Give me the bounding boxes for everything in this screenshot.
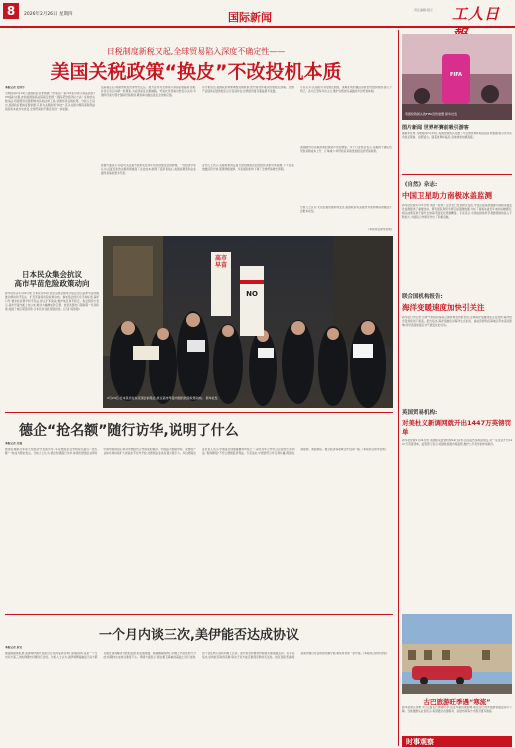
column-title: 《自然》杂志:: [402, 182, 438, 188]
item-1-title: 中国卫星助力南极冰盖监测: [402, 191, 492, 200]
section-title: 国际新闻: [228, 11, 272, 24]
item-3-body: 新华社伦敦2月24日电 英国相关监管机构24日宣布,因违反贸易相关规定,对一家企业开出1447万英镑罚单。监管部门表示,将继续加强市场监管,维护公平竞争的市场秩序。: [402, 439, 512, 446]
germany-body: 德国总理默茨率领大型经济代表团访华,多家德国企业争相报名随行,“抢名额”一时成为舆论热点。分析人士认为,德企积极随行访华,体现出德国企业界对中国市场的信心和对中德经贸合作前景的看好。中国超大规模市场、完整的产业体系和持续扩大的高水平对外开放,对德国企业具有强大吸引力。多位德国企业负责人表示,中国是全球最重要的市场之一,深化对华合作符合企业的长远利益,“脱钩断链”不符合德国经济利益。专家指出,中德经贸合作互利共赢,两国在新能源、智能制造、数字经济等领域合作空间广阔。(本报综合新华社电): [5, 447, 386, 455]
brief-1-title: 图片新闻 世界杯赛前吸引游客: [402, 125, 469, 131]
us-iran-body: 据美国媒体报道,美国和伊朗代表团近日在阿曼再次举行间接谈判,这是一个月内双方第三次就伊朗核问题进行会谈。分析人士认为,美伊频繁接触显示双方都有通过谈判解决分歧的意愿,但在铀浓缩、制裁解除等核心问题上仍存在较大分歧,短期内达成协议难度不小。伊朗方面表示,愿在相互尊重的基础上进行谈判,但不会在核心权利问题上让步。美方则坚持要求伊朗放弃铀浓缩活动。有专家指出,谈判能否取得突破,取决于双方能否展现足够的灵活性。地区国家普遍希望美伊通过对话协商化解分歧,避免局势进一步升级。(本报综合新华社电): [5, 651, 387, 659]
page-number: 8: [3, 3, 19, 19]
item-2-body: 新华社日内瓦电 世界气象组织等联合国机构发布报告说,全球海洋变暖速度正在加快,海洋热含量持续创下新高。报告指出,海洋变暖将对海洋生态系统、渔业资源和沿海地区带来深远影响,呼吁各国加强应对气候变化的行动。: [402, 316, 512, 327]
lead-column-1: [5, 86, 95, 242]
footer-bar: [402, 736, 512, 747]
us-iran-story: [5, 646, 393, 744]
protest-sign-1: 高市早苗: [215, 255, 228, 269]
havana-photo-image: [402, 614, 512, 694]
divider: [402, 174, 512, 175]
japan-body: 新华社东京2月24日电 日本民众24日在东京国会前举行集会,抗议高市早苗内阁推动修改和平宪法、扩充军备等危险政策动向。参加集会的民众手持标语,高呼口号,要求政府遵守和平宪法,停止扩军备战,维护地区和平稳定。集会组织方表示,高市早苗内阁上台以来,推动大幅增加防卫费、放宽武器出口限制等一系列政策,加剧了地区紧张局势,日本民众对此深感担忧。(记者 杨智翔): [5, 292, 99, 311]
protest-photo-image: [103, 236, 393, 408]
science-brief: [402, 180, 512, 290]
havana-body: 新华社哈瓦那电 2月正值古巴旅游旺季,但受多重因素影响,前往古巴的外国游客数量有所下降。当地旅游从业者表示,希望通过改善服务、拓展市场等方式吸引更多游客。: [402, 706, 512, 713]
photo-caption: 2月24日,日本民众在东京国会前集会,抗议高市早苗内阁的危险政策动向。 新华社发: [107, 396, 218, 400]
item-2-title: 联合国机构报告:: [402, 294, 443, 300]
lead-body-8: 分析人士认为,无论征税依据如何变化,美国政府将关税作为谈判筹码的做法不会根本改变。: [300, 206, 392, 213]
germany-title: 德企“抢名额”随行访华,说明了什么: [19, 423, 239, 439]
fifa-photo: [402, 34, 512, 120]
lead-body-5: 业内人士表示,关税政策的反复无常给跨国企业的经营决策带来困难,不少企业放缓投资计划,观望情绪浓厚。多家国际机构下调了全球贸易增长预期。: [202, 164, 294, 171]
divider: [5, 412, 393, 413]
uk-brief: [402, 408, 512, 535]
masthead-logo: 工人日: [452, 5, 501, 23]
lead-body-3: 欧盟方面表示,将密切关注美方政策变化并评估对欧盟企业的影响。一些经济学家认为,反复变化的关税政策推高了企业成本,削弱了投资者信心,美国消费者和企业最终将承担更多代价。: [101, 164, 196, 175]
lead-headline: 美国关税政策“换皮”不改投机本质: [50, 61, 342, 83]
column-divider: [398, 30, 399, 746]
divider: [5, 614, 393, 615]
item-2-subtitle: 海洋变暖速度加快引关注: [402, 303, 485, 312]
lead-column-3: [202, 86, 294, 240]
lead-source: (本报综合新华社电): [368, 228, 392, 231]
lead-body-2: 法院裁定后,特朗普政府迅速作出反应。美方宣布对全球进口商品征收临时关税,并表示将启动新一轮调查,为后续加征关税铺路。贸易伙伴普遍对此表示关切,多国呼吁美方遵守国际贸易规则,避免单边做法扰乱全球供应链。: [101, 86, 196, 97]
fifa-label: FIFA: [450, 72, 462, 78]
germany-story: [5, 442, 393, 610]
lead-kicker: 日税制度新税又起,全球贸易陷入深度不确定性——: [106, 47, 286, 56]
us-iran-byline: 本报记者 黄莹: [5, 646, 23, 649]
issue-date: 2026年2月26日 星期四: [24, 12, 73, 17]
protest-photo: [103, 236, 393, 408]
protest-sign-2: NO: [246, 290, 258, 298]
lead-column-4: [300, 86, 392, 232]
havana-title: 古巴旅游旺季遇“寒流”: [423, 698, 491, 706]
masthead-subtitle: 责任编辑:程元: [414, 8, 434, 12]
us-iran-title: 一个月内谈三次,美伊能否达成协议: [99, 628, 299, 643]
lead-body-4: 有分析指出,美国政府频繁调整关税政策,使贸易伙伴难以形成稳定预期。全球产业链供应链的稳定运行受到冲击,世界经济复苏面临更多变数。: [202, 86, 294, 93]
un-brief: [402, 292, 512, 406]
lead-body-6: 专家认为,以关税为手段施压他国、谋取私利的做法违背世贸组织规则,损人不利己。各方应坚持多边主义,维护以规则为基础的多边贸易体制。: [300, 86, 392, 93]
brief-1-body: 据新华社电 当地时间2月25日,英国伦敦街头设置了与足球世界杯相关的宣传装置,吸引众多民众驻足观看、拍照留念。随着世界杯临近,各地球迷热情高涨。: [402, 132, 512, 139]
lead-body-7: 美国国内对关税政策的质疑声也在增加。多个行业协会表示,关税的不确定性导致采购成本上升、订单减少,呼吁政府采取更加稳定的贸易政策。: [300, 146, 392, 153]
item-3-title: 英国贸易机构:: [402, 410, 438, 416]
fifa-photo-caption: 英国伦敦街头的FIFA宣传装置 新华社发: [405, 112, 458, 116]
japan-story: [5, 270, 99, 380]
havana-photo: [402, 614, 512, 694]
page-header: [0, 0, 515, 28]
lead-byline: 本报记者 吴伟学: [5, 86, 25, 89]
lead-body-1: 当地时间2月24日,美国政府宣布根据《贸易法》第122条对进口商品征收10%临时关税,此前美国最高法院裁定依据《国际紧急经济权力法》征收的关税违法,特朗普政府随即转向其他法律工具,试图延续关税政策。分析人士指出,美国政府更换征税依据,只是为关税政策“换皮”,其以关税为筹码谋取利益的投机本质并未改变,全球贸易的不确定性进一步加剧。: [5, 91, 95, 111]
lead-column-2: [101, 86, 196, 240]
germany-byline: 本报记者 吴强: [5, 442, 23, 445]
footer-title: 时事观察: [406, 738, 434, 746]
item-3-subtitle: 对美杜义新调网就开出1447万英镑罚单: [402, 419, 512, 436]
japan-title: 日本民众集会抗议 高市早苗危险政策动向: [14, 270, 90, 288]
item-1-body: 新华社伦敦2月25日电 英国《自然》杂志近日发表研究指出,中国卫星遥感数据为南极冰盖变化监测提供了重要支持。研究团队利用多源卫星观测数据,分析了南极冰盖近年来的消融情况,相关成果有助于提升全球海平面变化预测精度。专家表示,中国在极地科学观测领域的投入不断加大,为国际合作研究作出了积极贡献。: [402, 204, 512, 219]
